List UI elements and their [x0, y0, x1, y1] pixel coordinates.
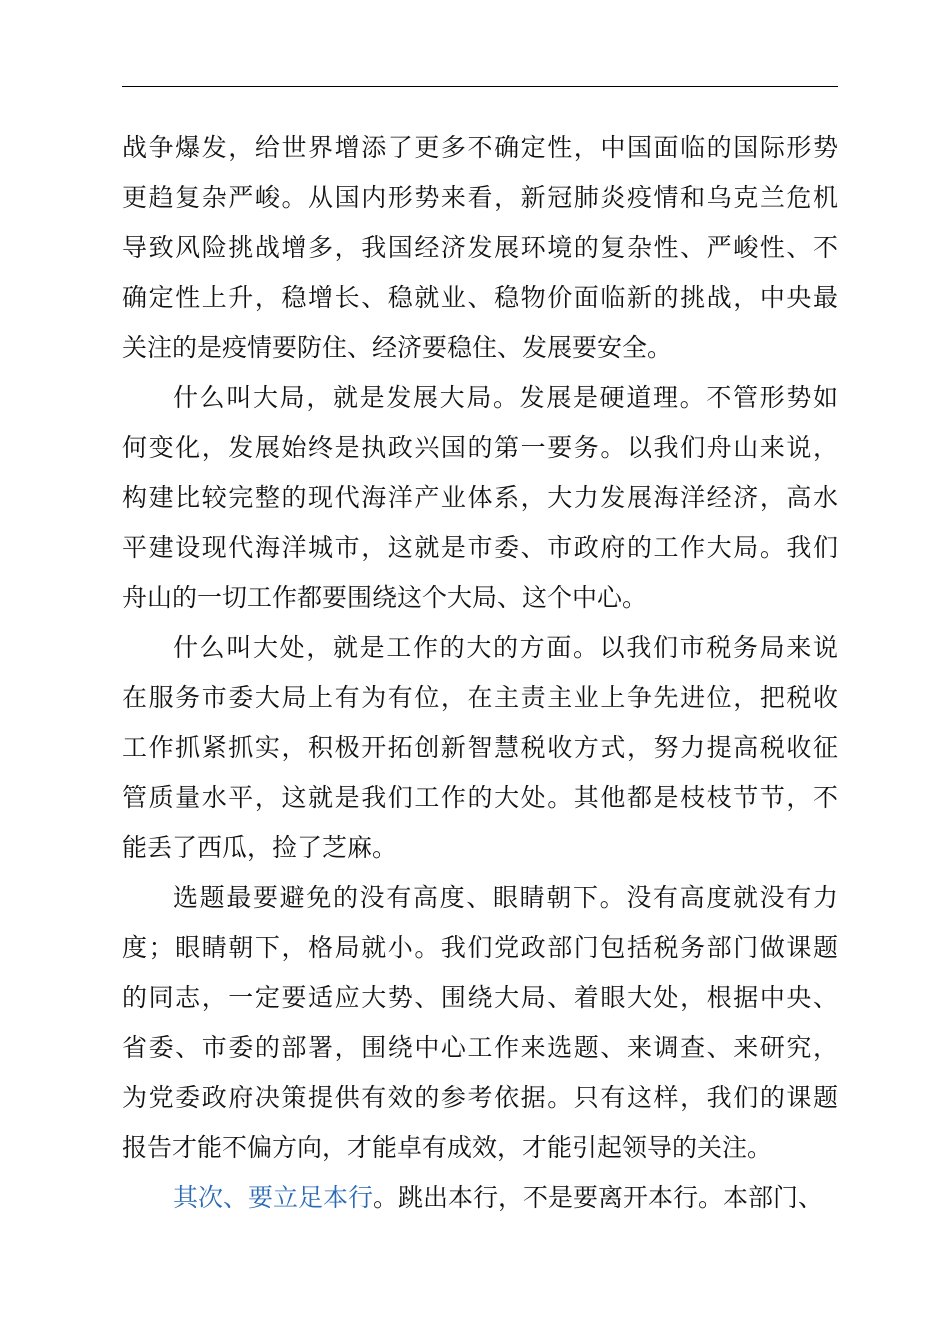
- section-heading: 其次、要立足本行: [173, 1183, 374, 1212]
- text-line: 能丢了西瓜，捡了芝麻。: [122, 833, 398, 862]
- text-line: 选题最要避免的没有高度、眼睛朝下。没有高度就没有力: [173, 883, 838, 912]
- text-line: 省委、市委的部署，围绕中心工作来选题、来调查、来研究，: [122, 1033, 838, 1062]
- text-line: 构建比较完整的现代海洋产业体系，大力发展海洋经济，高水: [122, 483, 838, 512]
- text-line: 工作抓紧抓实，积极开拓创新智慧税收方式，努力提高税收征: [122, 733, 838, 762]
- text-line: 确定性上升，稳增长、稳就业、稳物价面临新的挑战，中央最: [122, 283, 838, 312]
- text-line: 什么叫大局，就是发展大局。发展是硬道理。不管形势如: [173, 383, 838, 412]
- text-line: 导致风险挑战增多，我国经济发展环境的复杂性、严峻性、不: [122, 233, 838, 262]
- text-line: 度；眼睛朝下，格局就小。我们党政部门包括税务部门做课题: [122, 933, 838, 962]
- paragraph-1: [122, 123, 838, 373]
- text-line: 平建设现代海洋城市，这就是市委、市政府的工作大局。我们: [122, 533, 838, 562]
- text-line: 舟山的一切工作都要围绕这个大局、这个中心。: [122, 583, 648, 612]
- paragraph-2: [122, 373, 838, 623]
- text-line: 管质量水平，这就是我们工作的大处。其他都是枝枝节节，不: [122, 783, 838, 812]
- header-rule: [122, 86, 838, 87]
- text-line: 为党委政府决策提供有效的参考依据。只有这样，我们的课题: [122, 1083, 838, 1112]
- text-line: 什么叫大处，就是工作的大的方面。以我们市税务局来说: [173, 633, 838, 662]
- paragraph-5: [122, 1173, 838, 1223]
- text-line: 的同志，一定要适应大势、围绕大局、着眼大处，根据中央、: [122, 983, 838, 1012]
- section-text: 。跳出本行，不是要离开本行。本部门、: [373, 1183, 824, 1212]
- paragraph-4: [122, 873, 838, 1173]
- text-line: 在服务市委大局上有为有位，在主责主业上争先进位，把税收: [122, 683, 838, 712]
- paragraph-3: [122, 623, 838, 873]
- text-line: 何变化，发展始终是执政兴国的第一要务。以我们舟山来说，: [122, 433, 838, 462]
- text-line: [122, 1173, 838, 1223]
- text-line: 关注的是疫情要防住、经济要稳住、发展要安全。: [122, 333, 673, 362]
- document-body: [122, 123, 838, 1223]
- text-line: 报告才能不偏方向，才能卓有成效，才能引起领导的关注。: [122, 1133, 773, 1162]
- text-line: 更趋复杂严峻。从国内形势来看，新冠肺炎疫情和乌克兰危机: [122, 183, 838, 212]
- text-line: 战争爆发，给世界增添了更多不确定性，中国面临的国际形势: [122, 133, 838, 162]
